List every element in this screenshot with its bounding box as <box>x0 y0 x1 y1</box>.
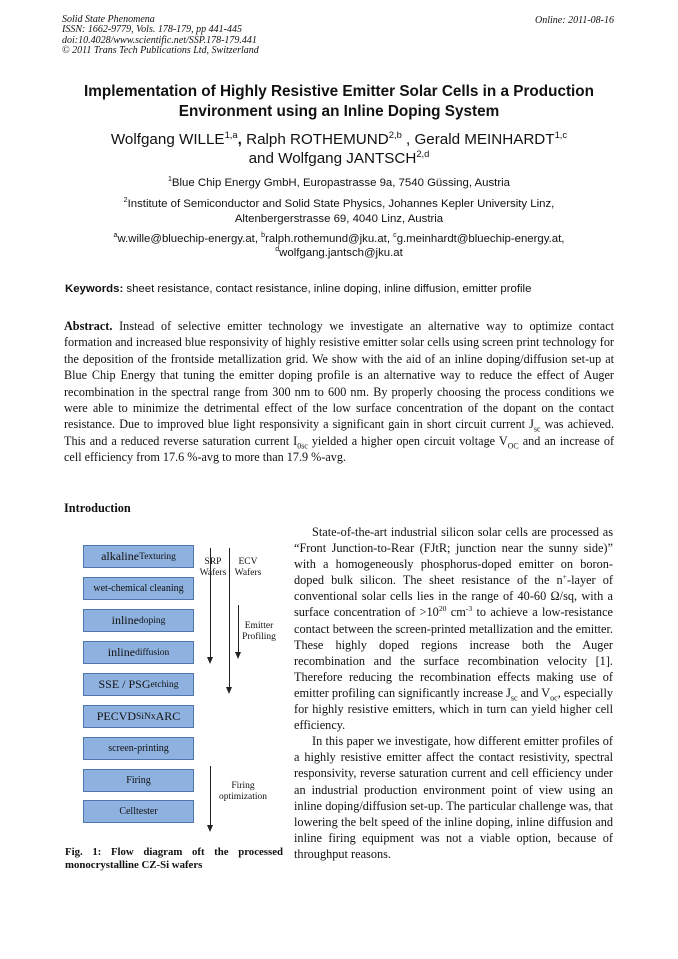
flow-step-label: PECVD <box>96 709 137 723</box>
flow-step-label: alkaline <box>101 549 140 563</box>
author-separator: , <box>237 131 242 148</box>
keywords-text: sheet resistance, contact resistance, inline doping, inline diffusion, emitter profile <box>123 283 532 295</box>
emitter-arrow-head <box>235 652 241 659</box>
email-a: w.wille@bluechip-energy.at, <box>117 233 258 245</box>
emitter-arrow-line <box>238 605 239 653</box>
emitter-line: Emitter <box>244 621 274 631</box>
intro-text: , especially for highly resistive emitters, which in turn can yield higher cell efficiency. <box>294 685 614 733</box>
title-line-1: Implementation of Highly Resistive Emitter Solar Cells in a Production <box>84 83 594 100</box>
email-list <box>40 232 638 260</box>
flow-step-label: ARC <box>155 709 181 723</box>
keywords <box>65 283 531 295</box>
introduction-heading: Introduction <box>64 501 131 515</box>
email-d: wolfgang.jantsch@jku.at <box>279 247 403 259</box>
doi: doi:10.4028/www.scientific.net/SSP.178-179.441 <box>62 34 257 46</box>
ecv-wafers-label <box>230 557 266 578</box>
introduction-body <box>294 524 613 862</box>
intro-text: cm <box>446 605 466 620</box>
ecv-arrow-head <box>226 687 232 694</box>
flow-step-label: screen-printing <box>108 743 169 754</box>
flow-step-label: SiNx <box>136 711 156 722</box>
figure-caption: Fig. 1: Flow diagram oft the processed monocrystalline CZ-Si wafers <box>65 846 283 871</box>
author-1-affil: 1,a <box>224 128 238 140</box>
ecv-line: ECV <box>238 557 258 567</box>
paper-title <box>40 82 638 122</box>
author-list <box>40 130 638 168</box>
author-4: and Wolfgang JANTSCH <box>248 150 417 167</box>
email-b: ralph.rothemund@jku.at, <box>265 233 390 245</box>
author-4-affil: 2,d <box>416 147 430 159</box>
flow-step-label: inline <box>111 613 139 627</box>
flow-step-label: diffusion <box>135 647 170 658</box>
affiliation-2-line-2: Altenbergerstrasse 69, 4040 Linz, Austria <box>234 213 444 225</box>
intro-superscript: + <box>562 572 567 582</box>
flow-step-label: Celltester <box>119 806 158 817</box>
ecv-arrow-line <box>229 548 230 688</box>
email-b-marker: b <box>261 232 266 240</box>
intro-paragraph-1 <box>294 524 613 733</box>
intro-paragraph-2: In this paper we investigate, how different emitter profiles of a highly resistive emitter affect the contact resistivity, spectral responsivity, reverse saturation current and cell efficiency under an industrial production environment point of view using an inline doping/diffusion set-up. The particular challenge was, that lowering the belt speed of the inline doping, inline diffusion and inline firing equipment was not a viable option, because of throughput reasons. <box>294 734 613 861</box>
intro-text: -layer of conventional solar cells lies in the range of 40-60 Ω/sq, with a surface concentration of >10 <box>294 573 613 620</box>
author-2: Ralph ROTHEMUND <box>241 131 389 148</box>
author-1: Wolfgang WILLE <box>110 131 225 148</box>
title-line-2: Environment using an Inline Doping System <box>178 103 500 120</box>
keywords-label: Keywords: <box>65 283 124 295</box>
email-a-marker: a <box>113 232 118 240</box>
affiliation-2-number: 2 <box>123 197 128 205</box>
srp-arrow-line <box>210 548 211 658</box>
flow-step-firing <box>83 769 194 792</box>
srp-wafers-label <box>196 557 230 578</box>
affiliation-1-text: Blue Chip Energy GmbH, Europastrasse 9a, 7540 Güssing, Austria <box>171 177 511 189</box>
journal-meta <box>62 15 259 57</box>
intro-text: State-of-the-art industrial silicon solar cells are processed as “Front Junction-to-Rear (FJtR; junction near the sunny side)” with a homogeneously phosphorus-doped emitter on boron-doped bulk silicon. The sheet resistance of the n <box>294 525 613 588</box>
issn: ISSN: 1662-9779, Vols. 178-179, pp 441-445 <box>62 24 242 36</box>
srp-arrow-head <box>207 657 213 664</box>
abstract-subscript: sc <box>533 424 541 434</box>
firing-line: optimization <box>218 791 268 802</box>
flow-step-inline-doping <box>83 609 194 632</box>
flow-step-label: inline <box>107 645 136 659</box>
abstract-label: Abstract. <box>64 319 113 333</box>
firing-line: Firing <box>231 781 255 791</box>
abstract-text: yielded a higher open circuit voltage V <box>307 433 508 448</box>
firing-optimization-label <box>214 781 272 802</box>
emitter-line: Profiling <box>242 631 276 642</box>
intro-text: to achieve a low-resistance contact between the screen-printed metallization and the emitter. These highly doped regions increase both the Auger recombination and the surface recombination velocity [1]. Therefore reducing the recombination effects making use of emitter profiling can significantly increase J <box>294 605 613 700</box>
flow-step-inline-diffusion <box>83 641 194 664</box>
flow-step-celltester <box>83 800 194 823</box>
affiliation-1 <box>40 176 638 191</box>
flow-step-cleaning <box>83 577 194 600</box>
flow-step-label: doping <box>138 615 166 626</box>
intro-text: and V <box>517 685 551 700</box>
flow-step-sse-psg <box>83 673 194 696</box>
author-separator: , <box>401 131 411 148</box>
email-c-marker: c <box>393 232 397 240</box>
flow-step-screen-printing <box>83 737 194 760</box>
intro-superscript: -3 <box>465 604 473 614</box>
flow-step-label: Firing <box>126 775 151 786</box>
abstract-text: and an increase of cell efficiency from 17.6 %-avg to more than 17.9 %-avg. <box>64 433 614 465</box>
flow-step-label: etching <box>150 679 179 690</box>
srp-line: Wafers <box>199 567 227 578</box>
affiliation-2-line-1: Institute of Semiconductor and Solid State Physics, Johannes Kepler University Linz, <box>127 198 555 210</box>
flow-step-label: wet-chemical cleaning <box>93 583 184 594</box>
flow-step-pecvd <box>83 705 194 728</box>
intro-superscript: 20 <box>438 604 447 614</box>
intro-subscript: oc <box>550 693 558 703</box>
ecv-line: Wafers <box>234 567 262 578</box>
online-date: Online: 2011-08-16 <box>535 15 614 26</box>
author-3: Gerald MEINHARDT <box>410 131 555 148</box>
email-c: g.meinhardt@bluechip-energy.at, <box>396 233 565 245</box>
firing-arrow-head <box>207 825 213 832</box>
abstract-subscript: OC <box>507 441 519 451</box>
copyright: © 2011 Trans Tech Publications Ltd, Switzerland <box>62 45 259 57</box>
srp-line: SRP <box>204 557 222 567</box>
emitter-profiling-label <box>238 621 280 642</box>
author-3-affil: 1,c <box>554 128 568 140</box>
flow-step-label: Texturing <box>139 551 176 562</box>
email-d-marker: d <box>275 246 280 254</box>
author-2-affil: 2,b <box>388 128 402 140</box>
affiliation-1-number: 1 <box>167 176 172 184</box>
journal-name: Solid State Phenomena <box>62 14 155 25</box>
flow-step-texturing <box>83 545 194 568</box>
flow-step-label: SSE / PSG <box>98 677 151 691</box>
firing-arrow-line <box>210 766 211 826</box>
abstract-text: Instead of selective emitter technology we investigate an alternative way to optimize contact formation and increased blue responsivity of highly resistive emitter solar cells using screen print technology for the deposition of the frontside metallization grid. We show with the aid of an inline doping/diffusion set-up at Blue Chip Energy that tuning the emitter doping profile is an alternative way to reduce the effect of Auger recombination in the spectral range from 300 nm to 600 nm. By properly choosing the process conditions we were able to minimize the detrimental effect of the low surface concentration of the dopant on the contact resistance. Due to improved blue light responsivity a significant gain in short circuit current J <box>64 319 614 432</box>
affiliation-2 <box>40 197 638 227</box>
abstract <box>64 318 614 466</box>
abstract-text: was achieved. This and a reduced reverse saturation current I <box>64 417 614 448</box>
intro-subscript: sc <box>510 693 518 703</box>
abstract-subscript: 0sc <box>297 441 308 451</box>
